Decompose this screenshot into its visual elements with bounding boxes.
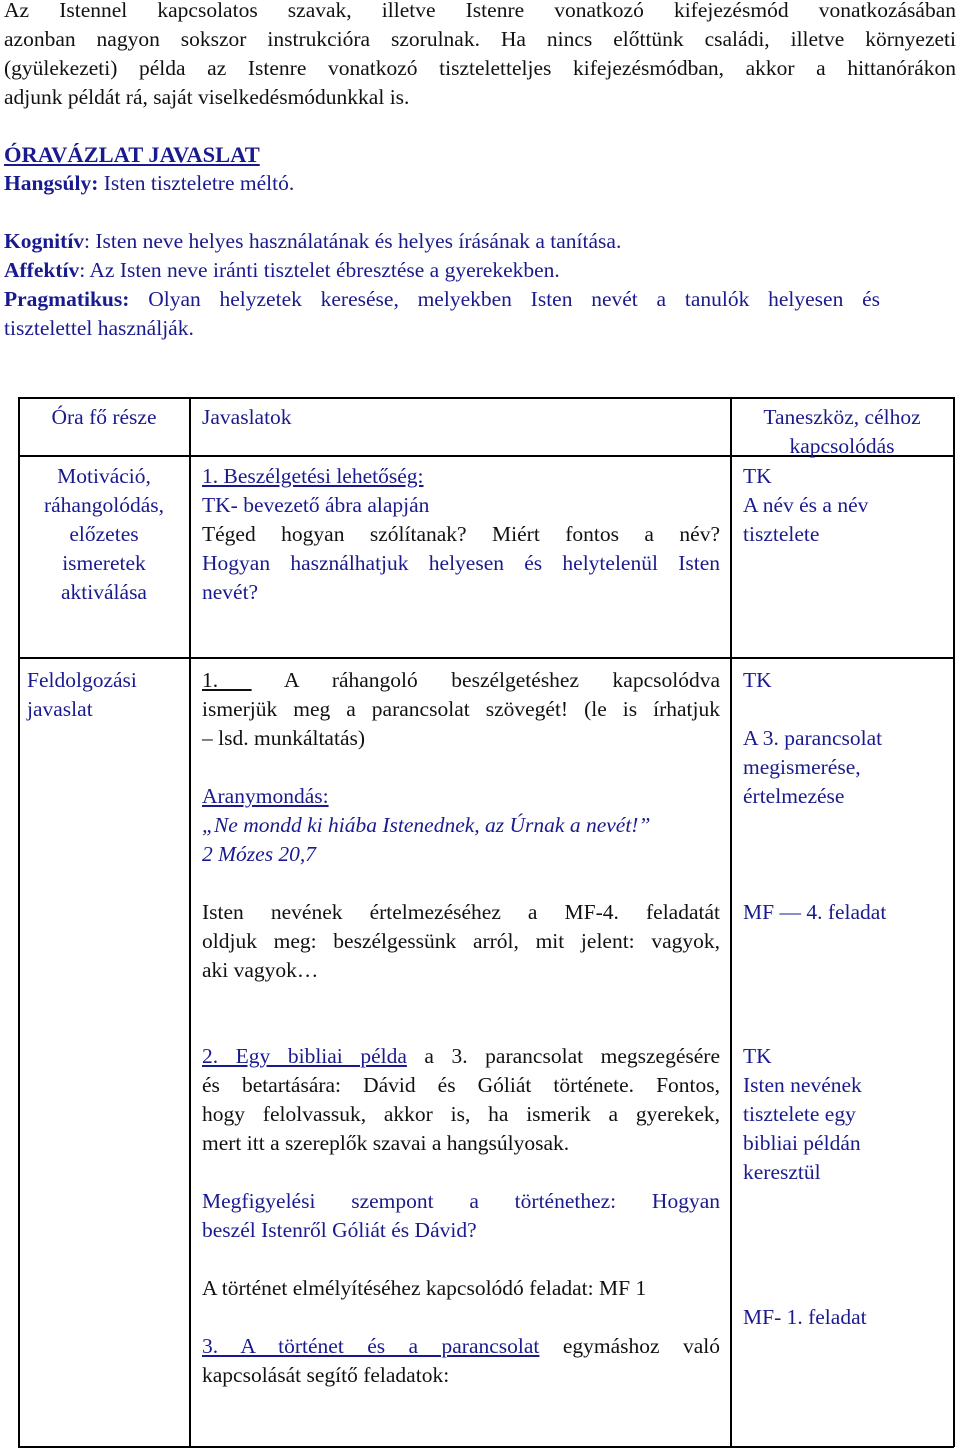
row3-deepen: A történet elmélyítéséhez kapcsolódó feladat: MF 1 bbox=[202, 1276, 647, 1300]
row3-tools-line: Isten nevének bbox=[743, 1073, 862, 1097]
pragmatic-goal bbox=[4, 285, 880, 314]
row1-tools-line: TK bbox=[743, 464, 772, 488]
intro-line-1: Az Istennel kapcsolatos szavak, illetve Istenre vonatkozó kifejezésmód vonatkozásában bbox=[4, 0, 956, 22]
row3-tools-line: TK bbox=[743, 1044, 772, 1068]
row1-part-line: ismeretek bbox=[62, 551, 146, 575]
table-col-divider-1 bbox=[189, 397, 191, 1447]
table-col-divider-2 bbox=[730, 397, 732, 1447]
row1-part bbox=[19, 462, 189, 607]
row2-tools-line: A 3. parancsolat bbox=[743, 726, 883, 750]
header-part: Óra fő része bbox=[51, 405, 157, 429]
emphasis-label: Hangsúly: bbox=[4, 171, 99, 195]
row2-part bbox=[27, 666, 137, 724]
row3-tools bbox=[743, 1042, 862, 1187]
row2-part-line: Feldolgozási bbox=[27, 668, 137, 692]
pragmatic-text-2: tisztelettel használják. bbox=[4, 316, 194, 340]
row3-observe-line-2: beszél Istenről Góliát és Dávid? bbox=[202, 1218, 477, 1242]
cognitive-label: Kognitív bbox=[4, 229, 85, 253]
row3-observe-line-1: Megfigyelési szempont a történethez: Hogyan bbox=[202, 1189, 720, 1213]
row3-item2-label: 2. Egy bibliai példa bbox=[202, 1044, 407, 1068]
row3-tools-mf: MF- 1. feladat bbox=[743, 1305, 867, 1329]
row2-motto-text: „Ne mondd ki hiába Istenednek, az Úrnak a nevét!” bbox=[202, 813, 651, 837]
row3-item3-text: egymáshoz való bbox=[539, 1334, 720, 1358]
emphasis-line bbox=[4, 169, 294, 198]
intro-line-3: (gyülekezeti) példa az Istenre vonatkozó tiszteletteljes kifejezésmódban, akkor a hittanórákon bbox=[4, 56, 956, 80]
row1-line-4: nevét? bbox=[202, 580, 259, 604]
row1-line-1: TK- bevezető ábra alapján bbox=[202, 493, 430, 517]
table-top-border bbox=[18, 397, 954, 399]
cognitive-text: : Isten neve helyes használatának és helyes írásának a tanítása. bbox=[84, 229, 622, 253]
row2-motto-ref: 2 Mózes 20,7 bbox=[202, 842, 317, 866]
row2-item1-number: 1. bbox=[202, 668, 252, 692]
row2-tools-tk: TK bbox=[743, 668, 772, 692]
outline-title: ÓRAVÁZLAT JAVASLAT bbox=[4, 142, 260, 167]
row3-item2-line-2: és betartására: Dávid és Góliát története. Fontos, bbox=[202, 1073, 720, 1097]
row2-part-line: javaslat bbox=[27, 697, 93, 721]
row1-item-title: 1. Beszélgetési lehetőség: bbox=[202, 464, 424, 488]
row2-item1-line-2: ismerjük meg a parancsolat szövegét! (le is írhatjuk bbox=[202, 697, 720, 721]
row2-tools-line: értelmezése bbox=[743, 784, 845, 808]
row2-tools-line: megismerése, bbox=[743, 755, 861, 779]
row1-part-line: előzetes bbox=[69, 522, 139, 546]
row3-item2-line-1 bbox=[202, 1042, 720, 1071]
table-row-divider-1 bbox=[18, 657, 954, 659]
row2-motto-label: Aranymondás: bbox=[202, 784, 329, 808]
row3-item3-line-1 bbox=[202, 1332, 720, 1361]
row3-tools-line: tisztelete egy bbox=[743, 1102, 856, 1126]
table-right-border bbox=[953, 397, 955, 1447]
row2-tools-desc bbox=[743, 724, 882, 811]
table-bottom-border bbox=[18, 1446, 954, 1448]
header-tools-1: Taneszköz, célhoz bbox=[763, 405, 921, 429]
header-tools-2: kapcsolódás bbox=[789, 434, 895, 458]
row1-part-line: ráhangolódás, bbox=[43, 493, 164, 517]
pragmatic-label: Pragmatikus: bbox=[4, 287, 130, 311]
row1-tools-line: tisztelete bbox=[743, 522, 820, 546]
row3-tools-line: keresztül bbox=[743, 1160, 821, 1184]
emphasis-text: Isten tiszteletre méltó. bbox=[103, 171, 295, 195]
row2-task-line-1: Isten nevének értelmezéséhez a MF-4. feladatát bbox=[202, 900, 720, 924]
row2-task-line-2: oldjuk meg: beszélgessünk arról, mit jelent: vagyok, bbox=[202, 929, 720, 953]
cognitive-goal bbox=[4, 227, 621, 256]
affective-text: : Az Isten neve iránti tisztelet ébresztése a gyerekekben. bbox=[79, 258, 560, 282]
affective-label: Affektív bbox=[4, 258, 80, 282]
row1-tools bbox=[743, 462, 868, 549]
row3-item2-line-3: hogy felolvassuk, akkor is, ha ismerik a gyerekek, bbox=[202, 1102, 720, 1126]
intro-line-4: adjunk példát rá, saját viselkedésmódunkkal is. bbox=[4, 85, 410, 109]
pragmatic-text-1: Olyan helyzetek keresése, melyekben Isten nevét a tanulók helyesen és bbox=[148, 287, 881, 311]
row3-item3-label: 3. A történet és a parancsolat bbox=[202, 1334, 540, 1358]
row1-line-2: Téged hogyan szólítanak? Miért fontos a név? bbox=[202, 522, 720, 546]
affective-goal bbox=[4, 256, 560, 285]
row2-tools-mf: MF — 4. feladat bbox=[743, 900, 887, 924]
row1-part-line: Motiváció, bbox=[57, 464, 151, 488]
row1-line-3: Hogyan használhatjuk helyesen és helytelenül Isten bbox=[202, 551, 720, 575]
row1-part-line: aktiválása bbox=[61, 580, 147, 604]
row2-item1-line-3: – lsd. munkáltatás) bbox=[202, 726, 366, 750]
row2-item1-text: A ráhangoló beszélgetéshez kapcsolódva bbox=[283, 668, 720, 692]
row1-tools-line: A név és a név bbox=[743, 493, 869, 517]
header-suggestions: Javaslatok bbox=[202, 405, 292, 429]
intro-line-2: azonban nagyon sokszor instrukcióra szorulnak. Ha nincs előttünk családi, illetve környezeti bbox=[4, 27, 956, 51]
row2-task-line-3: aki vagyok… bbox=[202, 958, 319, 982]
row3-tools-line: bibliai példán bbox=[743, 1131, 861, 1155]
row2-item1-line-1 bbox=[202, 666, 720, 695]
row3-item2-text: a 3. parancsolat megszegésére bbox=[406, 1044, 720, 1068]
row3-item3-line-2: kapcsolását segítő feladatok: bbox=[202, 1363, 450, 1387]
row3-item2-line-4: mert itt a szereplők szavai a hangsúlyosak. bbox=[202, 1131, 570, 1155]
